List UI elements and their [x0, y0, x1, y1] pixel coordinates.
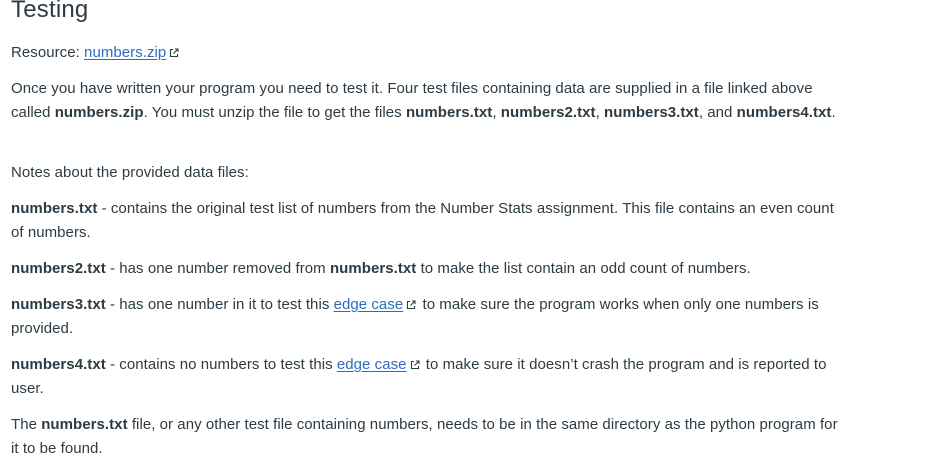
note3-filename: numbers3.txt — [11, 296, 106, 313]
intro-file-numbers4: numbers4.txt — [736, 104, 832, 121]
page-title: Testing — [11, 0, 89, 23]
note2-file-ref: numbers.txt — [329, 260, 417, 277]
intro-text-2: . You must unzip the file to get the files — [143, 104, 406, 121]
note3-text-2: to make sure the program works when only one numbers is provided. — [11, 296, 819, 337]
note2-text-2: to make the list contain an odd count of numbers. — [416, 260, 751, 277]
note2-filename: numbers2.txt — [11, 260, 106, 277]
final-file-ref: numbers.txt — [41, 416, 128, 433]
numbers-zip-link[interactable]: numbers.zip — [84, 44, 167, 61]
note4-text-2: to make sure it doesn’t crash the program and is reported to user. — [11, 356, 827, 397]
intro-text-1: Once you have written your program you need to test it. Four test files containing data are supplied in a file linked above called — [11, 80, 813, 121]
intro-text-3: , — [492, 104, 501, 121]
note3-text-1: - has one number in it to test this — [105, 296, 334, 313]
intro-paragraph — [11, 77, 841, 125]
note-numbers3 — [11, 293, 841, 341]
note-numbers4 — [11, 353, 841, 401]
note2-text-1: - has one number removed from — [105, 260, 330, 277]
resource-label: Resource: — [11, 44, 85, 61]
intro-text-4: , — [595, 104, 605, 121]
intro-file-numbers: numbers.txt — [405, 104, 493, 121]
notes-intro: Notes about the provided data files: — [11, 164, 249, 181]
note-numbers2 — [11, 257, 841, 281]
edge-case-link[interactable]: edge case — [336, 356, 407, 373]
intro-text-5: , and — [698, 104, 737, 121]
note-numbers — [11, 197, 841, 245]
intro-file-numbers2: numbers2.txt — [500, 104, 596, 121]
external-link-icon — [410, 360, 420, 370]
note1-filename: numbers.txt — [11, 200, 98, 217]
external-link-icon — [406, 300, 416, 310]
note4-text-1: - contains no numbers to test this — [105, 356, 337, 373]
intro-file-numbers3: numbers3.txt — [604, 104, 699, 121]
intro-file-zip: numbers.zip — [54, 104, 144, 121]
intro-text-6: . — [831, 104, 836, 121]
final-text-1: The — [11, 416, 42, 433]
final-text-2: file, or any other test file containing numbers, needs to be in the same directory as the python program for it to be found. — [11, 416, 838, 457]
external-link-icon — [169, 48, 179, 58]
note4-filename: numbers4.txt — [11, 356, 106, 373]
final-paragraph — [11, 413, 841, 461]
note1-text: - contains the original test list of numbers from the Number Stats assignment. This file contains an even count of numbers. — [11, 200, 834, 241]
edge-case-link[interactable]: edge case — [333, 296, 404, 313]
resource-line — [11, 41, 181, 65]
